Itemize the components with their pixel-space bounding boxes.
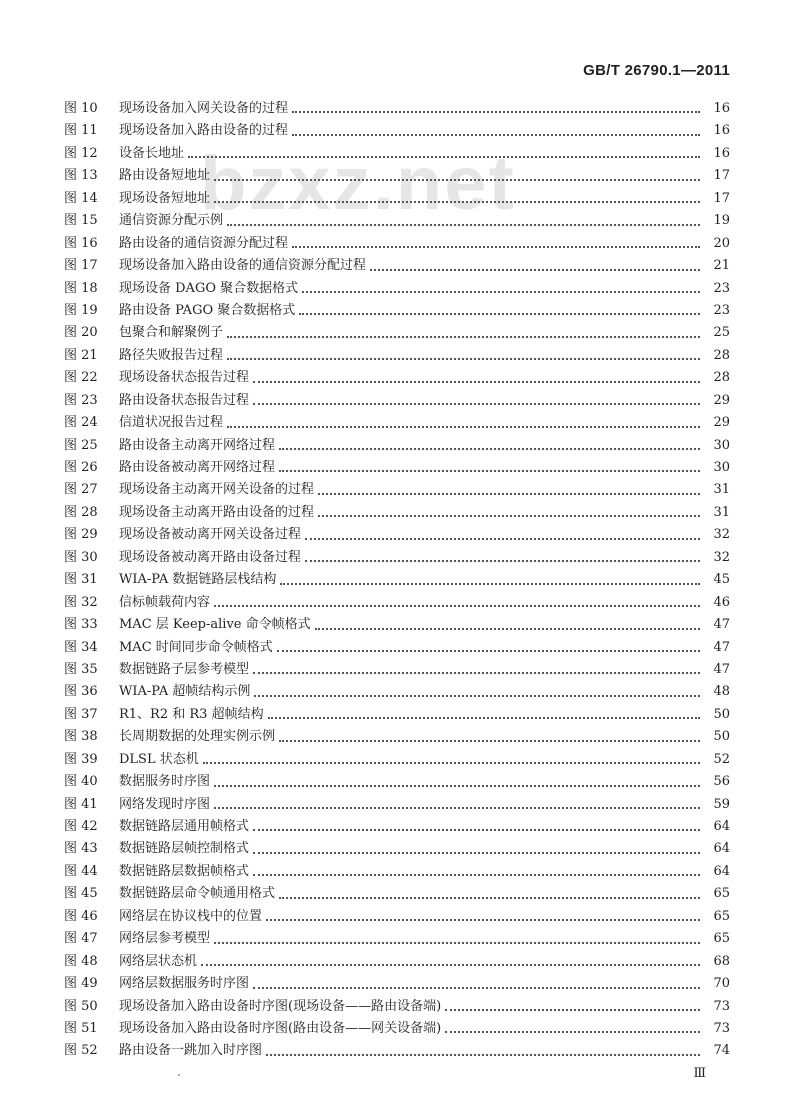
- toc-entry[interactable]: [64, 793, 730, 815]
- toc-entry[interactable]: [64, 636, 730, 658]
- toc-entry[interactable]: [64, 860, 730, 882]
- toc-entry[interactable]: [64, 837, 730, 859]
- page-number: 65: [713, 908, 730, 924]
- figure-title: R1、R2 和 R3 超帧结构: [119, 706, 264, 722]
- toc-entry[interactable]: [64, 1039, 730, 1061]
- figure-title: 数据链路层通用帧格式: [119, 819, 250, 834]
- page-number: 28: [713, 347, 730, 363]
- watermark: bzxz.net: [200, 141, 516, 226]
- figure-number: 图 42: [64, 819, 98, 834]
- figure-number: 图 38: [64, 729, 98, 745]
- figure-title: DLSL 状态机: [119, 751, 199, 767]
- toc-entry[interactable]: [64, 613, 730, 635]
- figure-number: 图 48: [64, 953, 98, 969]
- figure-title: MAC 时间同步命令帧格式: [119, 639, 273, 655]
- page-number: 30: [713, 460, 730, 475]
- toc-entry[interactable]: [64, 119, 730, 141]
- figure-title: 设备长地址: [119, 145, 185, 161]
- figure-title: 路径失败报告过程: [119, 347, 224, 363]
- page-number: 64: [713, 841, 730, 857]
- dot-leader: [280, 582, 700, 585]
- figure-title: 包聚合和解聚例子: [119, 325, 224, 341]
- figure-title: 现场设备加入网关设备的过程: [119, 101, 289, 116]
- figure-title: 网络层在协议栈中的位置: [119, 908, 263, 924]
- page-number: 52: [713, 751, 730, 767]
- figure-number: 图 43: [64, 841, 98, 857]
- dot-leader: [315, 627, 700, 630]
- figure-title: 现场设备加入路由设备时序图(路由设备——网关设备端): [119, 1020, 442, 1036]
- page-number: 65: [713, 886, 730, 902]
- figure-number: 图 39: [64, 751, 98, 767]
- page-number: 64: [713, 863, 730, 879]
- toc-entry[interactable]: [64, 232, 730, 254]
- toc-entry[interactable]: [64, 658, 730, 680]
- figure-title: 数据链路层命令帧通用格式: [119, 886, 276, 902]
- scan-speck: [178, 1074, 180, 1076]
- dot-leader: [227, 357, 700, 360]
- dot-leader: [279, 469, 700, 472]
- toc-entry[interactable]: [64, 815, 730, 837]
- dot-leader: [292, 110, 700, 113]
- figure-number: 图 35: [64, 661, 98, 677]
- figure-number: 图 13: [64, 168, 98, 184]
- figure-number: 图 50: [64, 998, 98, 1014]
- dot-leader: [279, 739, 700, 742]
- figure-number: 图 12: [64, 145, 98, 161]
- toc-entry[interactable]: [64, 882, 730, 904]
- dot-leader: [253, 671, 700, 674]
- page-footer-number: Ⅲ: [693, 1066, 706, 1081]
- figure-title: 现场设备主动离开网关设备的过程: [119, 482, 315, 498]
- dot-leader: [214, 806, 700, 809]
- page-number: 74: [713, 1043, 730, 1059]
- page-number: 32: [713, 527, 730, 543]
- dot-leader: [299, 312, 700, 315]
- page-number: 59: [713, 796, 730, 812]
- figure-number: 图 25: [64, 437, 98, 453]
- page-number: 21: [713, 258, 730, 274]
- figure-title: WIA-PA 数据链路层栈结构: [119, 572, 277, 588]
- figure-title: WIA-PA 超帧结构示例: [119, 684, 251, 700]
- toc-entry[interactable]: [64, 321, 730, 343]
- figure-number: 图 37: [64, 706, 98, 722]
- page-number: 25: [713, 325, 730, 341]
- figure-title: 数据链路子层参考模型: [119, 661, 250, 677]
- page-number: 50: [713, 706, 730, 722]
- standard-number-header: GB/T 26790.1—2011: [583, 62, 730, 79]
- figure-number: 图 19: [64, 302, 98, 318]
- figure-title: MAC 层 Keep-alive 命令帧格式: [119, 617, 311, 633]
- page-number: 29: [713, 415, 730, 431]
- toc-entry[interactable]: [64, 344, 730, 366]
- figure-title: 现场设备被动离开网关设备过程: [119, 527, 302, 543]
- dot-leader: [253, 873, 700, 876]
- figure-title: 现场设备 DAGO 聚合数据格式: [119, 280, 299, 296]
- figure-title: 现场设备短地址: [119, 190, 211, 206]
- figure-number: 图 26: [64, 460, 98, 475]
- page-number: 50: [713, 729, 730, 745]
- page-number: 31: [713, 482, 730, 498]
- figure-number: 图 44: [64, 863, 98, 879]
- page-number: 73: [713, 998, 730, 1014]
- page-number: 17: [713, 168, 730, 184]
- figure-title: 路由设备 PAGO 聚合数据格式: [119, 302, 296, 318]
- toc-entry[interactable]: [64, 972, 730, 994]
- dot-leader: [188, 155, 700, 158]
- dot-leader: [370, 268, 700, 271]
- dot-leader: [253, 380, 700, 383]
- figure-title: 现场设备加入路由设备时序图(现场设备——路由设备端): [119, 998, 442, 1014]
- dot-leader: [277, 649, 700, 652]
- figure-number: 图 34: [64, 639, 98, 655]
- toc-entry[interactable]: [64, 209, 730, 231]
- page-number: 46: [713, 594, 730, 610]
- page-number: 68: [713, 953, 730, 969]
- toc-entry[interactable]: [64, 703, 730, 725]
- figure-title: 数据链路层帧控制格式: [119, 841, 250, 857]
- dot-leader: [214, 604, 700, 607]
- page-number: 45: [713, 572, 730, 588]
- figure-title: 数据链路层数据帧格式: [119, 863, 250, 879]
- figure-title: 长周期数据的处理实例示例: [119, 729, 276, 745]
- page-number: 56: [713, 774, 730, 790]
- dot-leader: [254, 694, 700, 697]
- figure-number: 图 22: [64, 370, 98, 386]
- page-number: 29: [713, 392, 730, 408]
- figure-title: 网络发现时序图: [119, 796, 211, 812]
- toc-entry[interactable]: [64, 1017, 730, 1039]
- page-number: 20: [713, 235, 730, 251]
- figure-number: 图 17: [64, 258, 98, 274]
- figure-title: 路由设备一跳加入时序图: [119, 1043, 263, 1059]
- dot-leader: [318, 492, 700, 495]
- toc-entry[interactable]: [64, 770, 730, 792]
- figure-number: 图 32: [64, 594, 98, 610]
- toc-entry[interactable]: [64, 277, 730, 299]
- toc-entry[interactable]: [64, 523, 730, 545]
- page-number: 16: [713, 123, 730, 139]
- dot-leader: [253, 986, 700, 989]
- page-number: 23: [713, 280, 730, 296]
- page-number: 48: [713, 684, 730, 700]
- figure-number: 图 51: [64, 1020, 98, 1036]
- figure-number: 图 29: [64, 527, 98, 543]
- toc-entry[interactable]: [64, 591, 730, 613]
- dot-leader: [445, 1008, 700, 1011]
- dot-leader: [214, 178, 700, 181]
- page-number: 47: [713, 661, 730, 677]
- figure-title: 现场设备被动离开路由设备过程: [119, 549, 302, 565]
- dot-leader: [227, 223, 700, 226]
- figure-title: 网络层数据服务时序图: [119, 976, 250, 992]
- dot-leader: [279, 447, 700, 450]
- page-number: 19: [713, 213, 730, 229]
- figure-title: 现场设备状态报告过程: [119, 370, 250, 386]
- page-number: 30: [713, 437, 730, 453]
- page-number: 47: [713, 617, 730, 633]
- figure-number: 图 31: [64, 572, 98, 588]
- page-number: 28: [713, 370, 730, 386]
- dot-leader: [318, 514, 700, 517]
- dot-leader: [445, 1030, 700, 1033]
- figure-title: 路由设备短地址: [119, 168, 211, 184]
- dot-leader: [203, 761, 700, 764]
- figure-number: 图 49: [64, 976, 98, 992]
- dot-leader: [305, 559, 700, 562]
- toc-entry[interactable]: [64, 434, 730, 456]
- figure-number: 图 45: [64, 886, 98, 902]
- figure-title: 网络层参考模型: [119, 931, 211, 947]
- dot-leader: [302, 290, 700, 293]
- figure-number: 图 16: [64, 235, 98, 251]
- dot-leader: [305, 537, 700, 540]
- toc-entry[interactable]: [64, 478, 730, 500]
- toc-entry[interactable]: [64, 164, 730, 186]
- toc-entry[interactable]: [64, 389, 730, 411]
- figure-number: 图 27: [64, 482, 98, 498]
- page-number: 17: [713, 190, 730, 206]
- figure-title: 现场设备主动离开路由设备的过程: [119, 504, 315, 520]
- dot-leader: [279, 896, 700, 899]
- dot-leader: [268, 716, 700, 719]
- toc-entry[interactable]: [64, 97, 730, 119]
- toc-entry[interactable]: [64, 411, 730, 433]
- page-number: 16: [713, 145, 730, 161]
- dot-leader: [214, 200, 700, 203]
- toc-entry[interactable]: [64, 366, 730, 388]
- figure-number: 图 52: [64, 1043, 98, 1059]
- page-number: 73: [713, 1020, 730, 1036]
- figure-title: 信标帧载荷内容: [119, 594, 211, 610]
- figure-number: 图 14: [64, 190, 98, 206]
- figure-title: 路由设备的通信资源分配过程: [119, 235, 289, 251]
- dot-leader: [266, 1053, 700, 1056]
- toc-entry[interactable]: [64, 546, 730, 568]
- toc-entry[interactable]: [64, 142, 730, 164]
- figure-number: 图 33: [64, 617, 98, 633]
- dot-leader: [201, 963, 700, 966]
- dot-leader: [227, 425, 700, 428]
- page-number: 31: [713, 504, 730, 520]
- figure-number: 图 23: [64, 392, 98, 408]
- figure-number: 图 21: [64, 347, 98, 363]
- toc-entry[interactable]: [64, 299, 730, 321]
- figure-title: 现场设备加入路由设备的通信资源分配过程: [119, 258, 367, 274]
- figure-number: 图 24: [64, 415, 98, 431]
- dot-leader: [227, 335, 700, 338]
- figure-title: 路由设备状态报告过程: [119, 392, 250, 408]
- figure-title: 数据服务时序图: [119, 774, 211, 790]
- dot-leader: [214, 941, 700, 944]
- page-number: 70: [713, 976, 730, 992]
- dot-leader: [266, 918, 700, 921]
- dot-leader: [253, 402, 700, 405]
- figure-number: 图 47: [64, 931, 98, 947]
- toc-entry[interactable]: [64, 568, 730, 590]
- dot-leader: [292, 133, 700, 136]
- figure-number: 图 41: [64, 796, 98, 812]
- toc-entry[interactable]: [64, 950, 730, 972]
- toc-entry[interactable]: [64, 927, 730, 949]
- dot-leader: [253, 851, 700, 854]
- toc-entry[interactable]: [64, 254, 730, 276]
- figure-number: 图 10: [64, 101, 98, 116]
- toc-entry[interactable]: [64, 187, 730, 209]
- toc-entry[interactable]: [64, 905, 730, 927]
- figure-title: 通信资源分配示例: [119, 213, 224, 229]
- figure-number: 图 18: [64, 280, 98, 296]
- page-number: 23: [713, 302, 730, 318]
- figure-number: 图 40: [64, 774, 98, 790]
- figure-title: 网络层状态机: [119, 953, 198, 969]
- figure-number: 图 20: [64, 325, 98, 341]
- dot-leader: [214, 784, 700, 787]
- page-number: 16: [713, 101, 730, 116]
- toc-entry[interactable]: [64, 680, 730, 702]
- toc-entry[interactable]: [64, 725, 730, 747]
- figure-number: 图 15: [64, 213, 98, 229]
- figure-title: 现场设备加入路由设备的过程: [119, 123, 289, 139]
- dot-leader: [253, 828, 700, 831]
- figure-number: 图 46: [64, 908, 98, 924]
- figure-title: 路由设备被动离开网络过程: [119, 460, 276, 475]
- page-number: 65: [713, 931, 730, 947]
- figure-number: 图 36: [64, 684, 98, 700]
- toc-entry[interactable]: [64, 501, 730, 523]
- figure-number: 图 11: [64, 123, 98, 139]
- dot-leader: [292, 245, 700, 248]
- page-number: 64: [713, 819, 730, 834]
- toc-entry[interactable]: [64, 456, 730, 478]
- figure-title: 信道状况报告过程: [119, 415, 224, 431]
- figure-number: 图 28: [64, 504, 98, 520]
- toc-entry[interactable]: [64, 748, 730, 770]
- page-number: 47: [713, 639, 730, 655]
- figure-number: 图 30: [64, 549, 98, 565]
- page-number: 32: [713, 549, 730, 565]
- figure-list: [64, 97, 730, 1062]
- toc-entry[interactable]: [64, 995, 730, 1017]
- figure-title: 路由设备主动离开网络过程: [119, 437, 276, 453]
